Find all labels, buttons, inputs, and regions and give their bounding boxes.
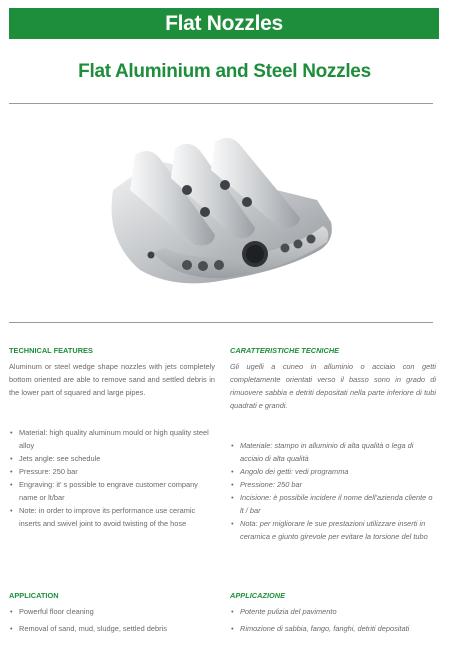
section-heading: APPLICATION: [9, 591, 59, 600]
page-title: Flat Nozzles: [165, 11, 283, 35]
section-paragraph: Aluminum or steel wedge shape nozzles with jets completely bottom oriented are able to remove sand and settled debris in the lower part of squared and large pipes.: [9, 362, 215, 397]
section-heading: CARATTERISTICHE TECNICHE: [230, 346, 340, 355]
application-list: [230, 605, 436, 635]
list-item: • Powerful floor cleaning: [9, 605, 215, 618]
list-item: • Materiale: stampo in alluminio di alta qualità o lega di acciaio di alta qualità: [230, 439, 436, 465]
flat-nozzle-photo: [95, 130, 345, 300]
section-heading: TECHNICAL FEATURES: [9, 346, 93, 355]
list-item: • Nota: per migliorare le sue prestazioni utilizzare inserti in ceramica e giunto girevole per evitare la torsione del tubo: [230, 517, 436, 543]
section-heading: APPLICAZIONE: [230, 591, 286, 600]
list-item: • Incisione: è possibile incidere il nome dell'azienda cliente o lt / bar: [230, 491, 436, 517]
section-paragraph: Gli ugelli a cuneo in alluminio o acciaio con getti completamente orientati verso il basso sono in grado di rimuovere sabbia e detriti depositati nella parte inferiore di tubi quadrati e grandi.: [230, 362, 436, 410]
list-item: • Note: in order to improve its performance use ceramic inserts and swivel joint to avoid twisting of the hose: [9, 504, 215, 530]
technical-features-it: [230, 344, 436, 543]
list-item: • Angolo dei getti: vedi programma: [230, 465, 436, 478]
list-item: • Rimozione di sabbia, fango, fanghi, detriti depositati: [230, 622, 436, 635]
list-item: • Removal of sand, mud, sludge, settled debris: [9, 622, 215, 635]
technical-features-en: [9, 344, 215, 530]
page-subtitle: Flat Aluminium and Steel Nozzles: [78, 61, 371, 82]
list-item: • Pressione: 250 bar: [230, 478, 436, 491]
application-list: [9, 605, 215, 635]
application-en: [9, 589, 215, 635]
divider-top: [9, 103, 433, 104]
list-item: • Engraving: it' s possible to engrave customer company name or lt/bar: [9, 478, 215, 504]
list-item: • Jets angle: see schedule: [9, 452, 215, 465]
divider-middle: [9, 322, 433, 323]
list-item: • Material: high quality aluminum mould or high quality steel alloy: [9, 426, 215, 452]
feature-list: [9, 426, 215, 530]
feature-list: [230, 439, 436, 543]
list-item: • Pressure: 250 bar: [9, 465, 215, 478]
application-it: [230, 589, 436, 635]
list-item: • Potente pulizia del pavimento: [230, 605, 436, 618]
title-banner: [9, 8, 439, 39]
